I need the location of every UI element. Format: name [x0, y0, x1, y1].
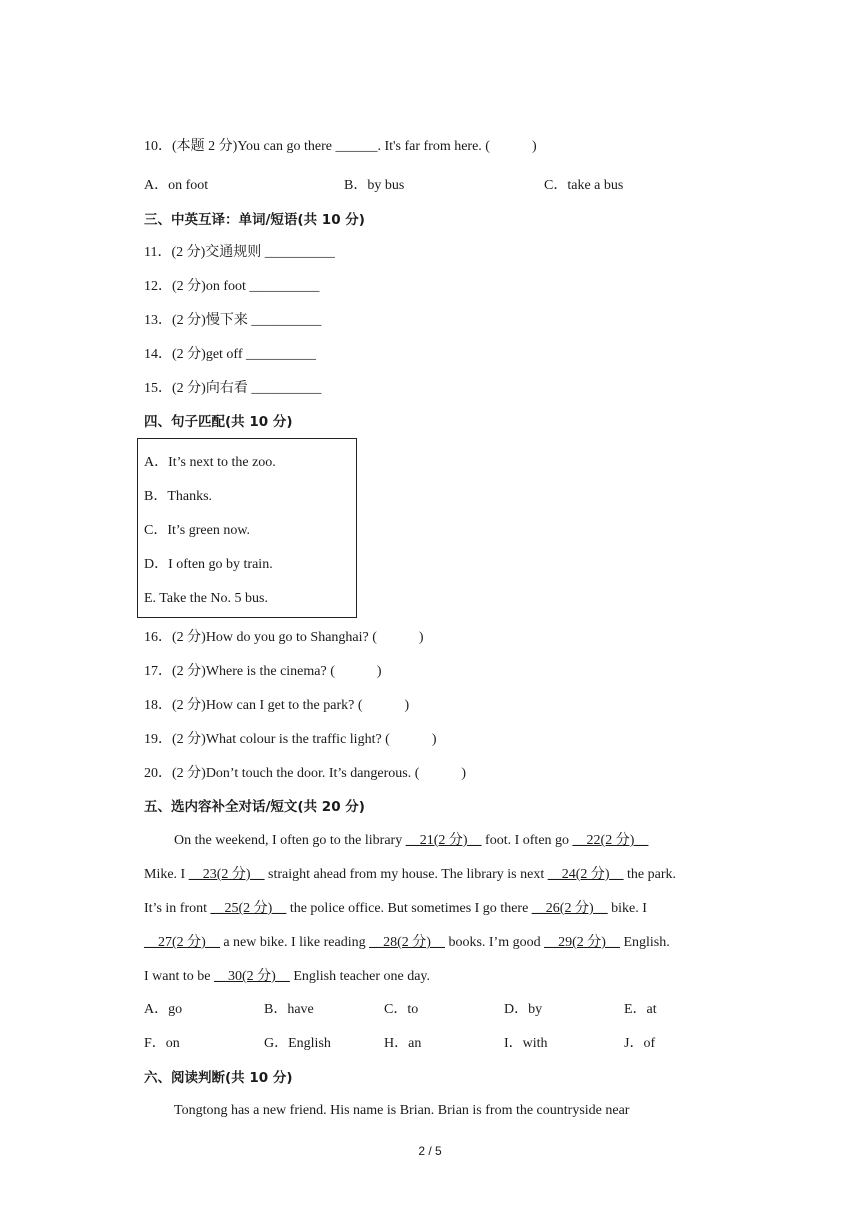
- blank-23: __23(2 分)__: [188, 867, 265, 882]
- passage-line-5: I want to be __30(2 分)__ English teacher one day.: [144, 969, 431, 984]
- passage-line-2: Mike. I __23(2 分)__ straight ahead from my house. The library is next __24(2 分)__ the park.: [144, 867, 677, 882]
- question-17: 17．(2 分)Where is the cinema? ( ): [144, 664, 382, 679]
- cloze-option-g: G．English: [264, 1036, 331, 1051]
- blank-22: __22(2 分)__: [572, 833, 649, 848]
- blank-21: __21(2 分)__: [405, 833, 482, 848]
- match-option-b: B．Thanks.: [144, 489, 213, 504]
- match-option-a: A．It’s next to the zoo.: [144, 455, 276, 470]
- section-3-title: 三、中英互译：单词/短语(共 10 分): [144, 212, 365, 228]
- blank-25: __25(2 分)__: [210, 901, 287, 916]
- cloze-option-c: C．to: [384, 1002, 419, 1017]
- cloze-option-b: B．have: [264, 1002, 314, 1017]
- q10-option-c: C．take a bus: [544, 178, 624, 193]
- blank-30: __30(2 分)__: [213, 969, 290, 984]
- question-12: 12．(2 分)on foot __________: [144, 279, 320, 294]
- match-option-d: D．I often go by train.: [144, 557, 273, 572]
- question-13: 13．(2 分)慢下来 __________: [144, 313, 322, 328]
- match-option-c: C．It’s green now.: [144, 523, 251, 538]
- q10-option-b: B．by bus: [344, 178, 405, 193]
- blank-24: __24(2 分)__: [547, 867, 624, 882]
- blank-26: __26(2 分)__: [531, 901, 608, 916]
- question-19: 19．(2 分)What colour is the traffic light? ( ): [144, 732, 437, 747]
- cloze-option-i: I．with: [504, 1036, 548, 1051]
- question-20: 20．(2 分)Don’t touch the door. It’s dangerous. ( ): [144, 766, 467, 781]
- cloze-option-d: D．by: [504, 1002, 543, 1017]
- q10-option-a: A．on foot: [144, 178, 209, 193]
- passage-line-3: It’s in front __25(2 分)__ the police office. But sometimes I go there __26(2 分)__ bike. I: [144, 901, 647, 916]
- blank-27: __27(2 分)__: [144, 935, 220, 950]
- page-number: 2 / 5: [418, 1144, 442, 1158]
- cloze-option-e: E．at: [624, 1002, 657, 1017]
- blank-29: __29(2 分)__: [544, 935, 620, 950]
- question-18: 18．(2 分)How can I get to the park? ( ): [144, 698, 410, 713]
- cloze-option-a: A．go: [144, 1002, 183, 1017]
- cloze-option-h: H．an: [384, 1036, 422, 1051]
- question-10: 10．(本题 2 分)You can go there ______. It's far from here. ( ): [144, 139, 537, 154]
- question-11: 11．(2 分)交通规则 __________: [144, 245, 335, 260]
- section-5-title: 五、选内容补全对话/短文(共 20 分): [144, 799, 365, 815]
- cloze-option-j: J．of: [624, 1036, 656, 1051]
- question-16: 16．(2 分)How do you go to Shanghai? ( ): [144, 630, 424, 645]
- section-6-title: 六、阅读判断(共 10 分): [144, 1070, 293, 1086]
- question-15: 15．(2 分)向右看 __________: [144, 381, 322, 396]
- question-14: 14．(2 分)get off __________: [144, 347, 316, 362]
- cloze-option-f: F．on: [144, 1036, 180, 1051]
- reading-first-line: Tongtong has a new friend. His name is Brian. Brian is from the countryside near: [174, 1103, 630, 1118]
- match-option-e: E. Take the No. 5 bus.: [144, 591, 268, 606]
- passage-line-1: On the weekend, I often go to the library __21(2 分)__ foot. I often go __22(2 分)__: [174, 833, 649, 848]
- blank-28: __28(2 分)__: [369, 935, 445, 950]
- section-4-title: 四、句子匹配(共 10 分): [144, 414, 293, 430]
- passage-line-4: __27(2 分)__ a new bike. I like reading __28(2 分)__ books. I’m good __29(2 分)__ English.: [144, 935, 670, 950]
